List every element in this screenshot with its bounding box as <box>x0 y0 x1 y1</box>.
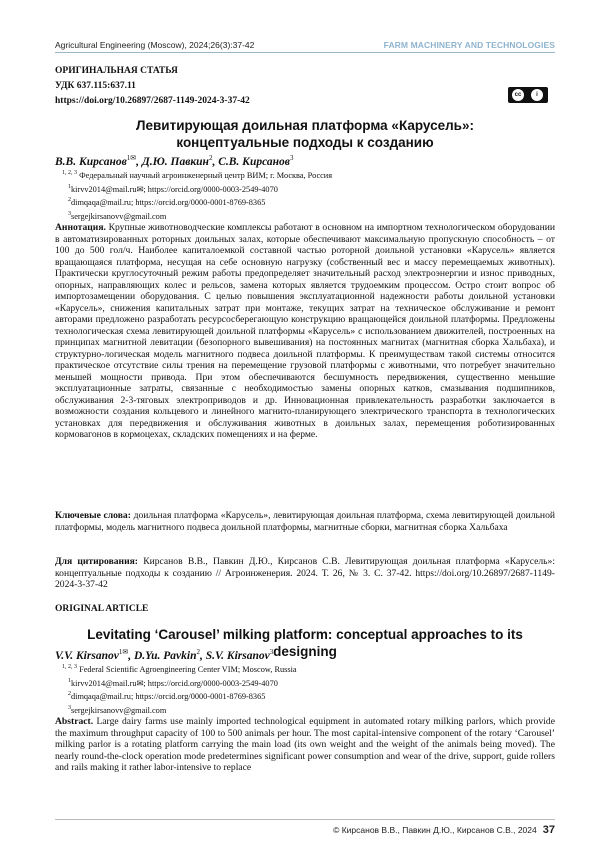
citation-text: Кирсанов В.В., Павкин Д.Ю., Кирсанов С.В. Левитирующая доильная платформа «Карусель»: концептуальные подходы к созданию // Агроинженерия. 2024. Т. 26, № 3. С. 37-42. https://doi.org/10.26897/2687-1149-2024-3-37-42 <box>55 556 555 590</box>
author-name: S.V. Kirsanov <box>205 649 270 662</box>
author-sup: 2 <box>196 648 200 656</box>
cc-icon: cc <box>512 89 524 101</box>
contact-sup: 3 <box>68 704 71 711</box>
author-name: С.В. Кирсанов <box>218 155 290 168</box>
author-name: D.Yu. Pavkin <box>133 649 197 662</box>
author-sup: 3 <box>289 154 294 162</box>
citation-label: Для цитирования: <box>55 556 138 567</box>
citation-ru <box>55 556 555 591</box>
authors-ru: В.В. Кирсанов$^{1✉}$, Д.Ю. Павкин$^2$, С.В. Кирсанов$^3$ <box>55 154 294 168</box>
author-sup: 1✉ <box>126 154 137 162</box>
title-line-2: концептуальные подходы к созданию <box>176 135 434 150</box>
section-name: FARM MACHINERY AND TECHNOLOGIES <box>383 40 555 50</box>
copyright-notice: © Кирсанов В.В., Павкин Д.Ю., Кирсанов С.В., 2024 <box>333 825 537 835</box>
author-sup: 2 <box>208 154 213 162</box>
header-divider <box>55 52 555 53</box>
affiliations-ru <box>62 168 332 222</box>
abstract-text: Крупные животноводческие комплексы работают в основном на импортном технологическом оборудовании в автоматизированных роторных доильных залах, которые обеспечивают максимальную пропускную способность – от 100 до 500 гол/ч. Наиболее капиталоемкой составной частью роторной доильной установки «Карусель» является вращающаяся платформа, несущая на себе основную нагрузку (собственный вес и массу перемещаемых животных). Практически круглосуточный режим работы предопределяет значительный расход электроэнергии и износ приводных, опорных, направляющих колес и рельсов, замена которых является трудоемким процессом. Остро стоит вопрос об импортозамещении оборудования. С целью повышения эксплуатационной надежности работы доильной установки «Карусель», снижения капитальных затрат при монтаже, текущих затрат на техническое обслуживание и ремонт авторами предложено разработать ресурсосберегающую конструкцию вращающейся доильной платформы. Предложены технологическая схема левитирующей доильной платформы «Карусель» с использованием движителей, построенных на принципах магнитной левитации (безопорного вывешивания) на постоянных магнитах (магнитная сборка Хальбаха), и структурно-логическая модель магнитного подвеса доильной платформы. К преимуществам такой системы относится практическое отсутствие силы трения на перемещение грузовой платформы с животными, что потребует значительно меньшей мощности привода. При этом обеспечиваются бесшумность передвижения, существенно меньшие эксплуатационные затраты, связанные с необходимостью замены опорных катков, смазывания подшипников, обслуживания 2-3-тяговых электроприводов и др. Инновационная привлекательность разработки заключается в возможности создания кольцевого и линейного магнито-планирующего электрического транспорта в технологических установках для передвижения и обслуживания животных в доильных залах, перемещения роботизированных кормовагонов в кормоцехах, складских помещениях и на ферме. <box>55 222 555 440</box>
contact-sup: 3 <box>68 210 71 217</box>
udc-code: УДК 637.115:637.11 <box>55 81 136 91</box>
contact-line[interactable]: kirvv2014@mail.ru✉; https://orcid.org/0000-0003-2549-4070 <box>71 678 278 688</box>
affiliation-text: Федеральный научный агроинженерный центр ВИМ; г. Москва, Россия <box>79 170 333 180</box>
author-name: Д.Ю. Павкин <box>141 155 209 168</box>
affiliation-sup: 1, 2, 3 <box>62 170 77 176</box>
abstract-en <box>55 716 555 774</box>
footer-divider <box>55 819 555 820</box>
title-line-1: Левитирующая доильная платформа «Карусель»: <box>136 118 474 133</box>
article-title-en: Levitating ‘Carousel’ milking platform: conceptual approaches to its designing <box>87 627 523 659</box>
author-sup: 1✉ <box>118 648 129 656</box>
contact-sup: 1 <box>68 183 71 190</box>
cc-by-license-badge[interactable] <box>508 87 548 103</box>
contact-line[interactable]: sergejkirsanovv@gmail.com <box>71 705 167 715</box>
abstract-label: Abstract. <box>55 716 94 727</box>
journal-citation: Agricultural Engineering (Moscow), 2024;26(3):37-42 <box>55 40 255 50</box>
contact-line[interactable]: dimqaqa@mail.ru; https://orcid.org/0000-0001-8769-8365 <box>71 197 266 207</box>
contact-sup: 2 <box>68 691 71 698</box>
article-title-ru <box>55 117 555 151</box>
contact-sup: 2 <box>68 197 71 204</box>
doi-link[interactable]: https://doi.org/10.26897/2687-1149-2024-3-37-42 <box>55 96 250 106</box>
keywords-text: доильная платформа «Карусель», левитирующая доильная платформа, схема левитирующей доильной платформы, модель магнитного подвеса доильной платформы, магнитные сборки, магнитная сборка Хальбаха <box>55 510 555 533</box>
abstract-text: Large dairy farms use mainly imported technological equipment in automated rotary milking parlors, which provide the maximum throughput capacity of 100 to 500 animals per hour. The most capital-intensive component of the rotary ‘Carousel’ milking parlor is a rotating platform carrying the main load (its own weight and the weight of the animals being moved). The nearly round-the-clock operation mode predetermines significant power consumption and wear of the drive, support, guide rollers and rails making it rather labor-intensive to replace <box>55 716 555 773</box>
authors-en: V.V. Kirsanov$^{1✉}$, D.Yu. Pavkin$^2$, S.V. Kirsanov$^3$ <box>55 648 274 662</box>
affiliation-sup: 1, 2, 3 <box>62 664 77 670</box>
contact-sup: 1 <box>68 677 71 684</box>
contact-line[interactable]: dimqaqa@mail.ru; https://orcid.org/0000-0001-8769-8365 <box>71 691 266 701</box>
article-type-en: ORIGINAL ARTICLE <box>55 604 149 614</box>
author-sup: 3 <box>269 648 274 656</box>
affiliation-text: Federal Scientific Agroengineering Center VIM; Moscow, Russia <box>79 664 297 674</box>
article-type: ОРИГИНАЛЬНАЯ СТАТЬЯ <box>55 66 178 76</box>
abstract-ru <box>55 222 555 441</box>
author-name: V.V. Kirsanov <box>55 649 119 662</box>
contact-line[interactable]: sergejkirsanovv@gmail.com <box>71 211 167 221</box>
page-number: 37 <box>542 824 555 836</box>
page-footer <box>333 824 555 836</box>
affiliations-en <box>62 662 297 716</box>
abstract-label: Аннотация. <box>55 222 106 233</box>
keywords-label: Ключевые слова: <box>55 510 131 521</box>
by-icon: i <box>531 89 543 101</box>
contact-line[interactable]: kirvv2014@mail.ru✉; https://orcid.org/0000-0003-2549-4070 <box>71 184 278 194</box>
author-name: В.В. Кирсанов <box>55 155 127 168</box>
keywords-ru <box>55 510 555 533</box>
